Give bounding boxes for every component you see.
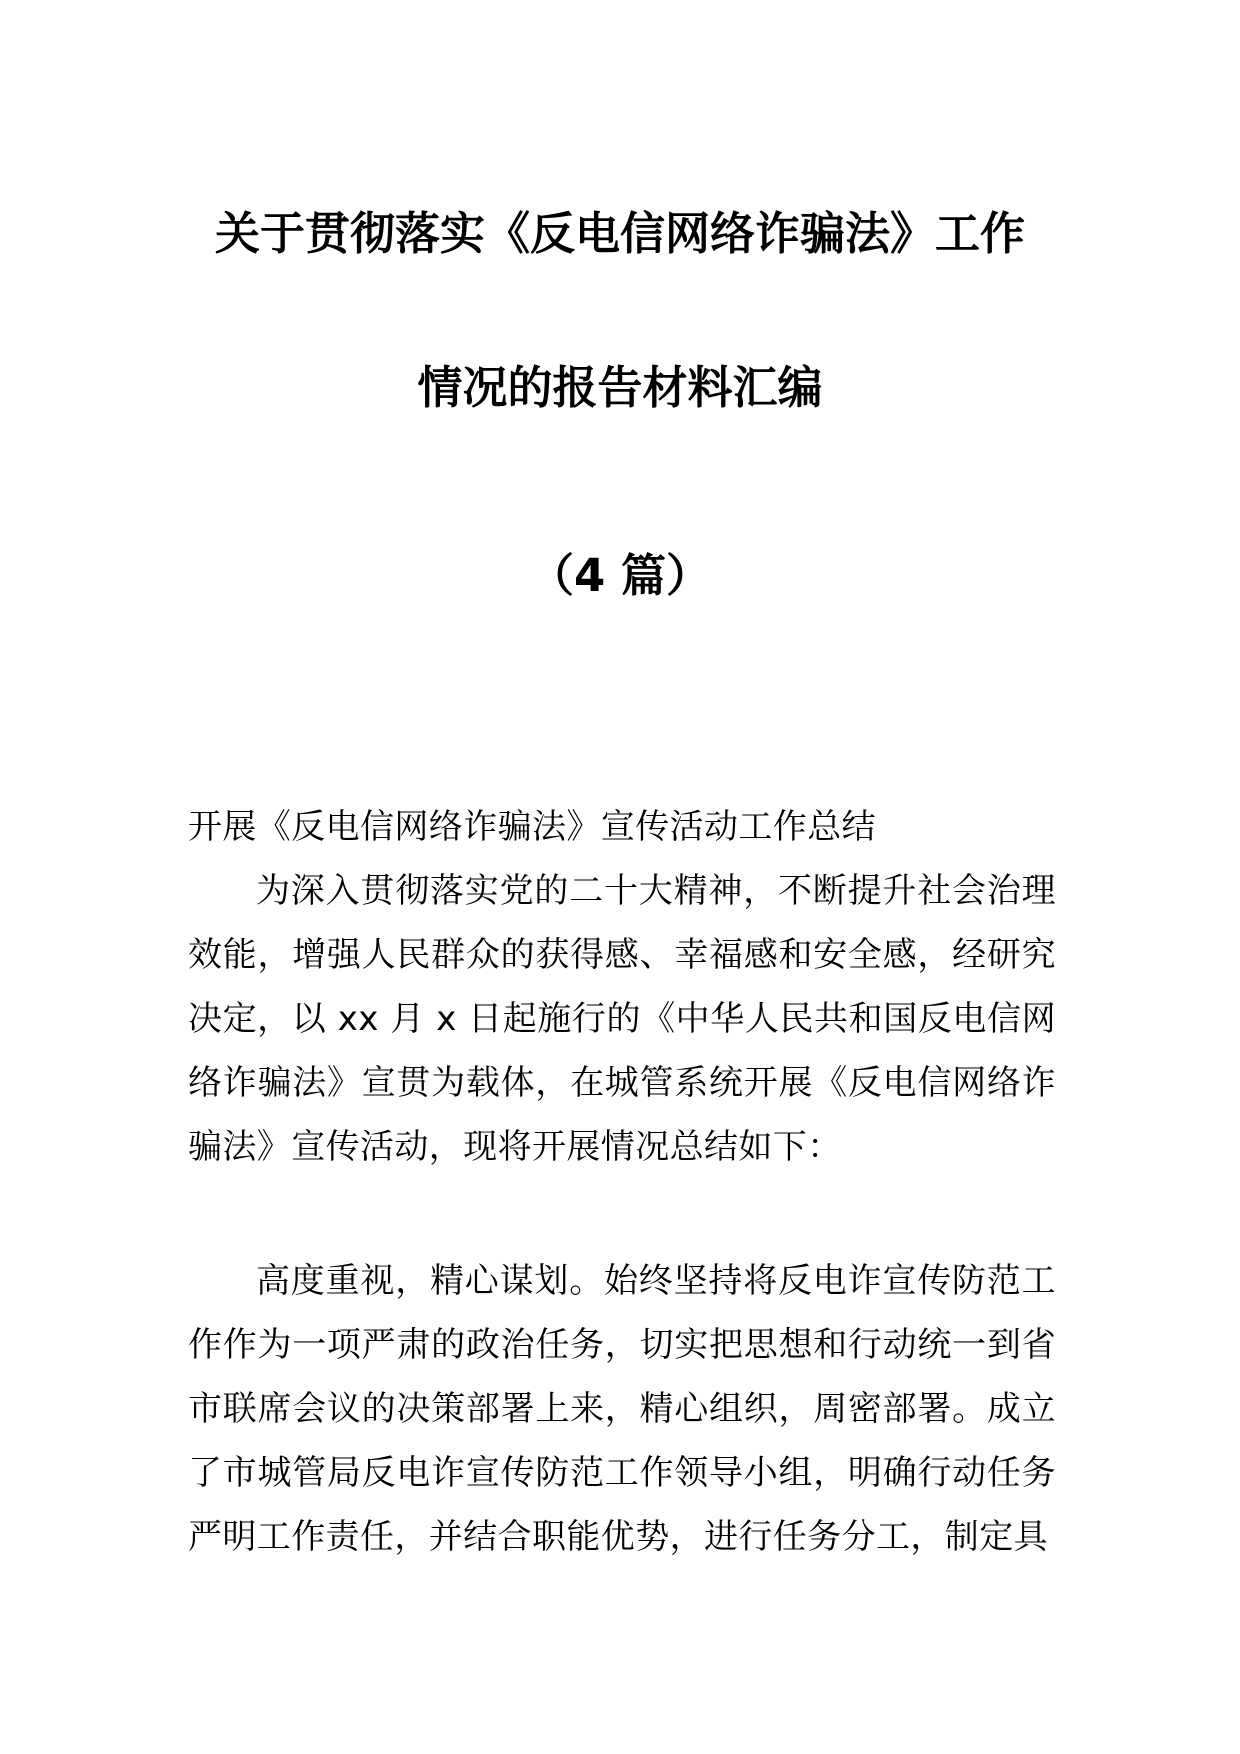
body-paragraph-1: 为深入贯彻落实党的二十大精神，不断提升社会治理效能，增强人民群众的获得感、幸福感和安全感，经研究决定，以 xx 月 x 日起施行的《中华人民共和国反电信网络诈骗法》宣贯为载体，在城管系统开展《反电信网络诈骗法》宣传活动，现将开展情况总结如下： [188, 871, 1056, 1167]
document-title-line-2: 情况的报告材料汇编 [417, 361, 823, 414]
document-count-label: （4 篇） [529, 549, 711, 602]
document-title-line-1: 关于贯彻落实《反电信网络诈骗法》工作 [214, 207, 1025, 260]
section-heading: 开展《反电信网络诈骗法》宣传活动工作总结 [188, 807, 876, 847]
body-paragraph-2: 高度重视，精心谋划。始终坚持将反电诈宣传防范工作作为一项严肃的政治任务，切实把思想和行动统一到省市联席会议的决策部署上来，精心组织，周密部署。成立了市城管局反电诈宣传防范工作领导小组，明确行动任务严明工作责任，并结合职能优势，进行任务分工，制定具 [188, 1261, 1056, 1557]
